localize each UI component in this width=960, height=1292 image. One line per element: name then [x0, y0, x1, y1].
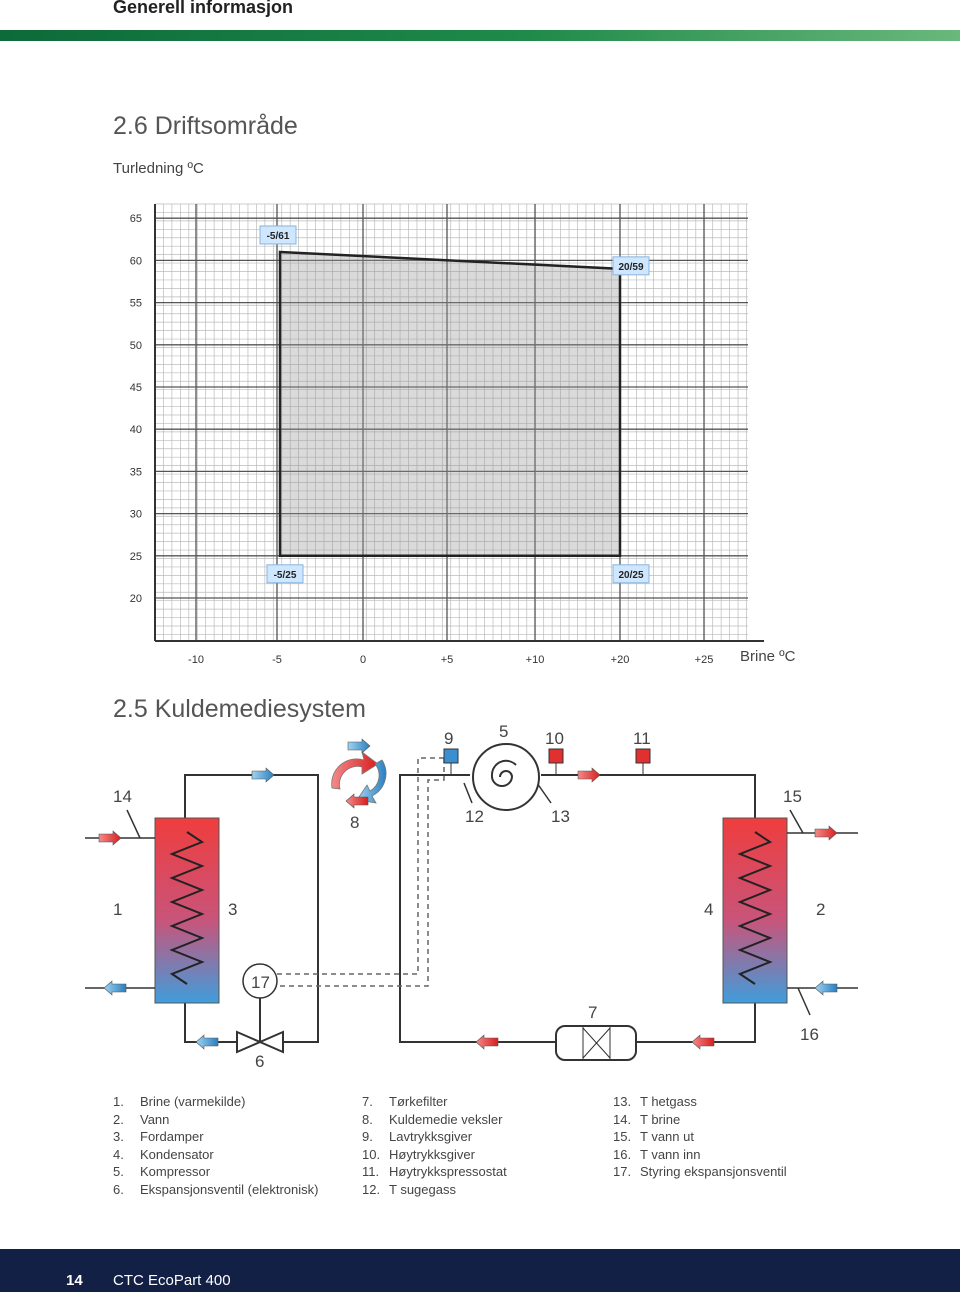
corner-label: 20/25	[618, 569, 644, 581]
legend-text: Tørkefilter	[389, 1094, 448, 1109]
legend-text: T sugegass	[389, 1181, 456, 1197]
section-header-title: Generell informasjon	[113, 0, 294, 17]
flow-arrow	[815, 826, 837, 840]
component-number: 17	[251, 973, 270, 992]
legend-text: Fordamper	[140, 1129, 204, 1144]
legend-item	[113, 1093, 318, 1111]
compressor	[473, 744, 539, 810]
legend-text: Høytrykkspressostat	[389, 1164, 507, 1179]
y-tick-label: 20	[129, 593, 142, 605]
component-number: 11	[633, 729, 651, 748]
legend-item	[362, 1181, 507, 1199]
legend-number: 10.	[362, 1146, 381, 1162]
legend-text: T vann ut	[640, 1129, 694, 1144]
component-number: 3	[228, 900, 238, 919]
legend-text: Styring ekspansjonsventil	[640, 1164, 787, 1179]
y-tick-label: 45	[129, 382, 142, 394]
legend-item	[113, 1163, 318, 1181]
y-axis-label: Turledning ºC	[113, 160, 204, 177]
x-tick-label: -5	[272, 654, 282, 666]
legend-item	[113, 1146, 318, 1164]
y-tick-label: 50	[129, 339, 142, 352]
legend-item	[362, 1093, 507, 1111]
x-tick-label: +5	[440, 654, 454, 666]
legend-text: Kondensator	[140, 1146, 214, 1162]
component-number: 15	[783, 787, 802, 806]
corner-label: 20/59	[618, 261, 644, 273]
y-tick-labels	[130, 213, 142, 605]
flow-arrow	[815, 981, 837, 995]
legend-number: 16.	[613, 1146, 632, 1162]
legend-item	[613, 1146, 787, 1164]
x-tick-labels	[188, 654, 713, 666]
legend-number: 7.	[362, 1094, 373, 1109]
x-tick-label: +20	[610, 654, 630, 666]
page-number: 14	[66, 1272, 83, 1289]
x-tick-label: +10	[525, 654, 545, 666]
legend-number: 11.	[362, 1164, 380, 1179]
legend-item	[362, 1111, 507, 1129]
legend-text: T brine	[640, 1111, 681, 1127]
corner-callout	[267, 565, 303, 583]
legend-item	[613, 1128, 787, 1146]
component-number: 2	[816, 900, 826, 919]
y-tick-label: 55	[129, 297, 142, 310]
legend-item	[362, 1146, 507, 1164]
x-axis-label: Brine ºC	[740, 648, 796, 665]
legend-number: 5.	[113, 1164, 124, 1179]
legend-text: Lavtrykksgiver	[389, 1129, 473, 1144]
legend-number: 14.	[613, 1111, 632, 1127]
legend-number: 15.	[613, 1129, 632, 1144]
legend-item	[613, 1163, 787, 1181]
filter-dryer	[556, 1026, 636, 1060]
y-tick-label: 35	[129, 466, 142, 479]
y-tick-label: 65	[129, 213, 142, 226]
legend-item	[613, 1093, 787, 1111]
refrigerant-exchanger	[332, 752, 386, 803]
corner-label: -5/25	[273, 569, 297, 581]
y-tick-label: 40	[129, 424, 142, 437]
legend-item	[362, 1128, 507, 1146]
legend-text: T vann inn	[640, 1146, 701, 1162]
legend-column-2	[362, 1093, 507, 1198]
flow-arrow	[578, 768, 600, 782]
legend-text: T hetgass	[640, 1094, 697, 1109]
legend-text: Vann	[140, 1111, 170, 1127]
flow-arrow	[99, 831, 121, 845]
legend-number: 17.	[613, 1164, 632, 1179]
refrigerant-diagram	[0, 720, 960, 1080]
legend-column-1	[113, 1093, 318, 1198]
x-tick-label: +25	[694, 654, 714, 666]
legend-number: 8.	[362, 1111, 373, 1127]
legend-number: 3.	[113, 1129, 124, 1144]
refrigerant-system-heading: 2.5 Kuldemediesystem	[113, 695, 366, 723]
component-number: 8	[350, 813, 360, 832]
evaporator	[155, 818, 219, 1003]
y-tick-label: 30	[129, 508, 142, 521]
operating-envelope	[280, 252, 620, 556]
legend-item	[113, 1181, 318, 1199]
legend-number: 4.	[113, 1146, 124, 1162]
legend-number: 9.	[362, 1129, 373, 1144]
component-number: 4	[704, 900, 714, 919]
signal-lines	[275, 758, 444, 986]
component-number: 7	[588, 1003, 598, 1022]
legend-item	[113, 1128, 318, 1146]
component-number: 5	[499, 722, 509, 741]
y-tick-label: 25	[129, 550, 142, 563]
component-number: 14	[113, 787, 132, 806]
flow-arrow	[196, 1035, 218, 1049]
y-tick-label: 60	[129, 255, 142, 268]
x-tick-label: 0	[359, 654, 367, 666]
operating-range-heading: 2.6 Driftsområde	[113, 112, 298, 140]
flow-arrow	[104, 981, 126, 995]
product-name: CTC EcoPart 400	[113, 1272, 231, 1289]
component-number: 10	[545, 729, 564, 748]
flow-arrow	[476, 1035, 498, 1049]
corner-callout	[260, 226, 296, 244]
header-bar	[0, 30, 960, 41]
corner-label: -5/61	[266, 230, 290, 242]
legend-text: Brine (varmekilde)	[140, 1094, 246, 1109]
corner-callout	[613, 257, 649, 275]
flow-arrow	[348, 739, 370, 753]
condenser	[723, 818, 787, 1003]
legend-item	[613, 1111, 787, 1129]
component-number: 6	[255, 1052, 265, 1071]
component-number: 1	[113, 900, 123, 919]
legend-item	[113, 1111, 318, 1129]
component-number: 12	[465, 807, 484, 826]
x-tick-label: -10	[188, 654, 204, 666]
operating-range-chart	[0, 190, 960, 670]
flow-arrow	[252, 768, 274, 782]
legend-number: 6.	[113, 1181, 124, 1197]
component-number: 13	[551, 807, 570, 826]
operating-area	[280, 252, 620, 556]
legend-number: 2.	[113, 1111, 124, 1127]
legend-text: Kuldemedie veksler	[389, 1111, 503, 1127]
component-number: 16	[800, 1025, 819, 1044]
legend-text: Høytrykksgiver	[389, 1146, 475, 1162]
flow-arrow	[692, 1035, 714, 1049]
legend-number: 1.	[113, 1094, 124, 1109]
legend-text: Ekspansjonsventil (elektronisk)	[140, 1181, 319, 1197]
legend-number: 12.	[362, 1181, 381, 1197]
legend-item	[362, 1163, 507, 1181]
legend-text: Kompressor	[140, 1164, 211, 1179]
legend-number: 13.	[613, 1094, 632, 1109]
legend-column-3	[613, 1093, 787, 1181]
corner-callout	[613, 565, 649, 583]
component-number: 9	[444, 729, 454, 748]
